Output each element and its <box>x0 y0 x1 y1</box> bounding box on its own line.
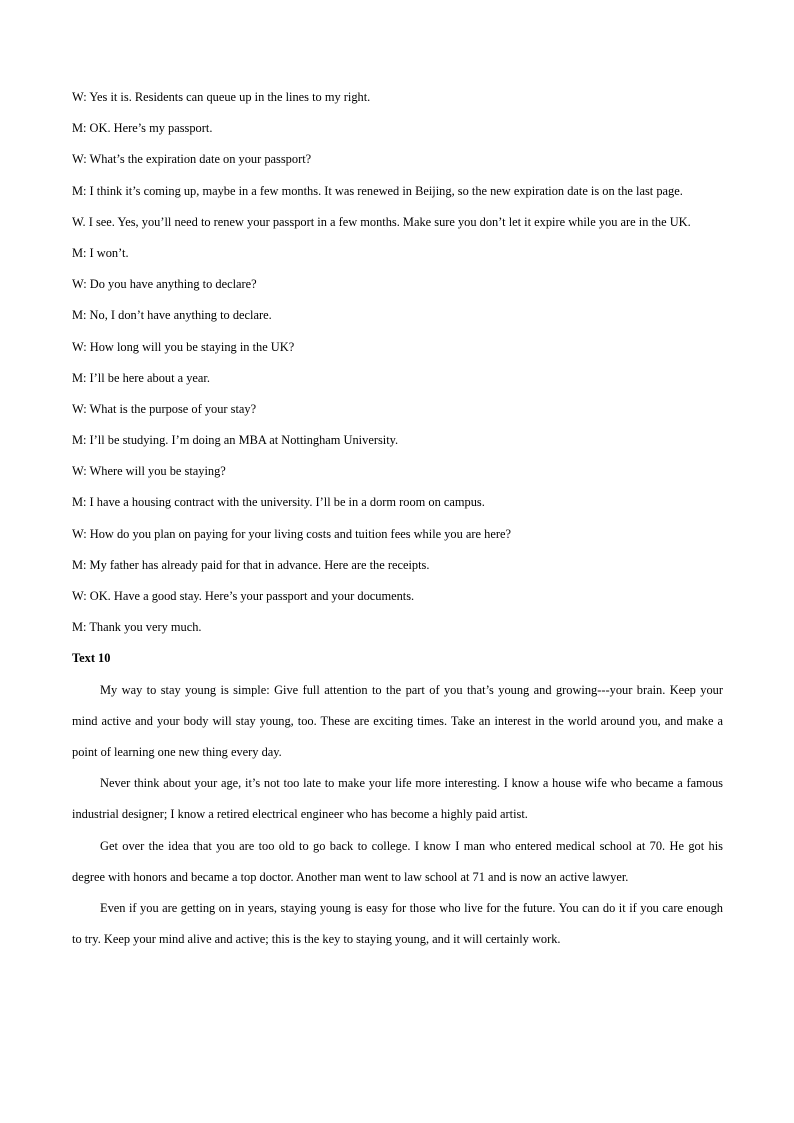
dialogue-line: W: What is the purpose of your stay? <box>72 401 257 416</box>
dialogue-line: M: I’ll be studying. I’m doing an MBA at Nottingham University. <box>72 433 399 448</box>
dialogue-line: W: Do you have anything to declare? <box>72 277 257 292</box>
dialogue-line: W: OK. Have a good stay. Here’s your passport and your documents. <box>72 589 415 604</box>
dialogue-line: M: I think it’s coming up, maybe in a few months. It was renewed in Beijing, so the new expiration date is on the last page. <box>72 183 683 198</box>
dialogue-line: W. I see. Yes, you’ll need to renew your passport in a few months. Make sure you don’t let it expire while you are in the UK. <box>72 214 691 229</box>
passage-paragraph: Even if you are getting on in years, staying young is easy for those who live for the future. You can do it if you care enough to try. Keep your mind alive and active; this is the key to staying young, and it will certainly work. <box>72 901 723 947</box>
passage-paragraph: Get over the idea that you are too old to go back to college. I know I man who entered medical school at 70. He got his degree with honors and became a top doctor. Another man went to law school at 71 and is now an active lawyer. <box>72 838 723 884</box>
passage-block <box>72 675 723 956</box>
dialogue-line: M: OK. Here’s my passport. <box>72 121 213 136</box>
dialogue-line: M: No, I don’t have anything to declare. <box>72 308 272 323</box>
dialogue-line: W: What’s the expiration date on your passport? <box>72 152 312 167</box>
dialogue-line: W: How long will you be staying in the UK? <box>72 339 295 354</box>
dialogue-line: M: My father has already paid for that in advance. Here are the receipts. <box>72 557 430 572</box>
passage-paragraph: My way to stay young is simple: Give full attention to the part of you that’s young and growing---your brain. Keep your mind active and your body will stay young, too. These are exciting times. Take an interest in the world around you, and make a point of learning one new thing every day. <box>72 682 723 759</box>
passage-paragraph: Never think about your age, it’s not too late to make your life more interesting. I know a house wife who became a famous industrial designer; I know a retired electrical engineer who has become a highly paid artist. <box>72 776 723 822</box>
dialogue-line: M: I won’t. <box>72 245 129 260</box>
dialogue-line: W: Yes it is. Residents can queue up in the lines to my right. <box>72 90 371 104</box>
dialogue-line: M: Thank you very much. <box>72 620 202 635</box>
section-title: Text 10 <box>72 651 111 666</box>
dialogue-block <box>72 82 723 643</box>
dialogue-line: M: I have a housing contract with the university. I’ll be in a dorm room on campus. <box>72 495 485 510</box>
dialogue-line: M: I’ll be here about a year. <box>72 370 210 385</box>
dialogue-line: W: Where will you be staying? <box>72 464 226 479</box>
dialogue-line: W: How do you plan on paying for your living costs and tuition fees while you are here? <box>72 526 511 541</box>
document-page <box>72 82 723 955</box>
